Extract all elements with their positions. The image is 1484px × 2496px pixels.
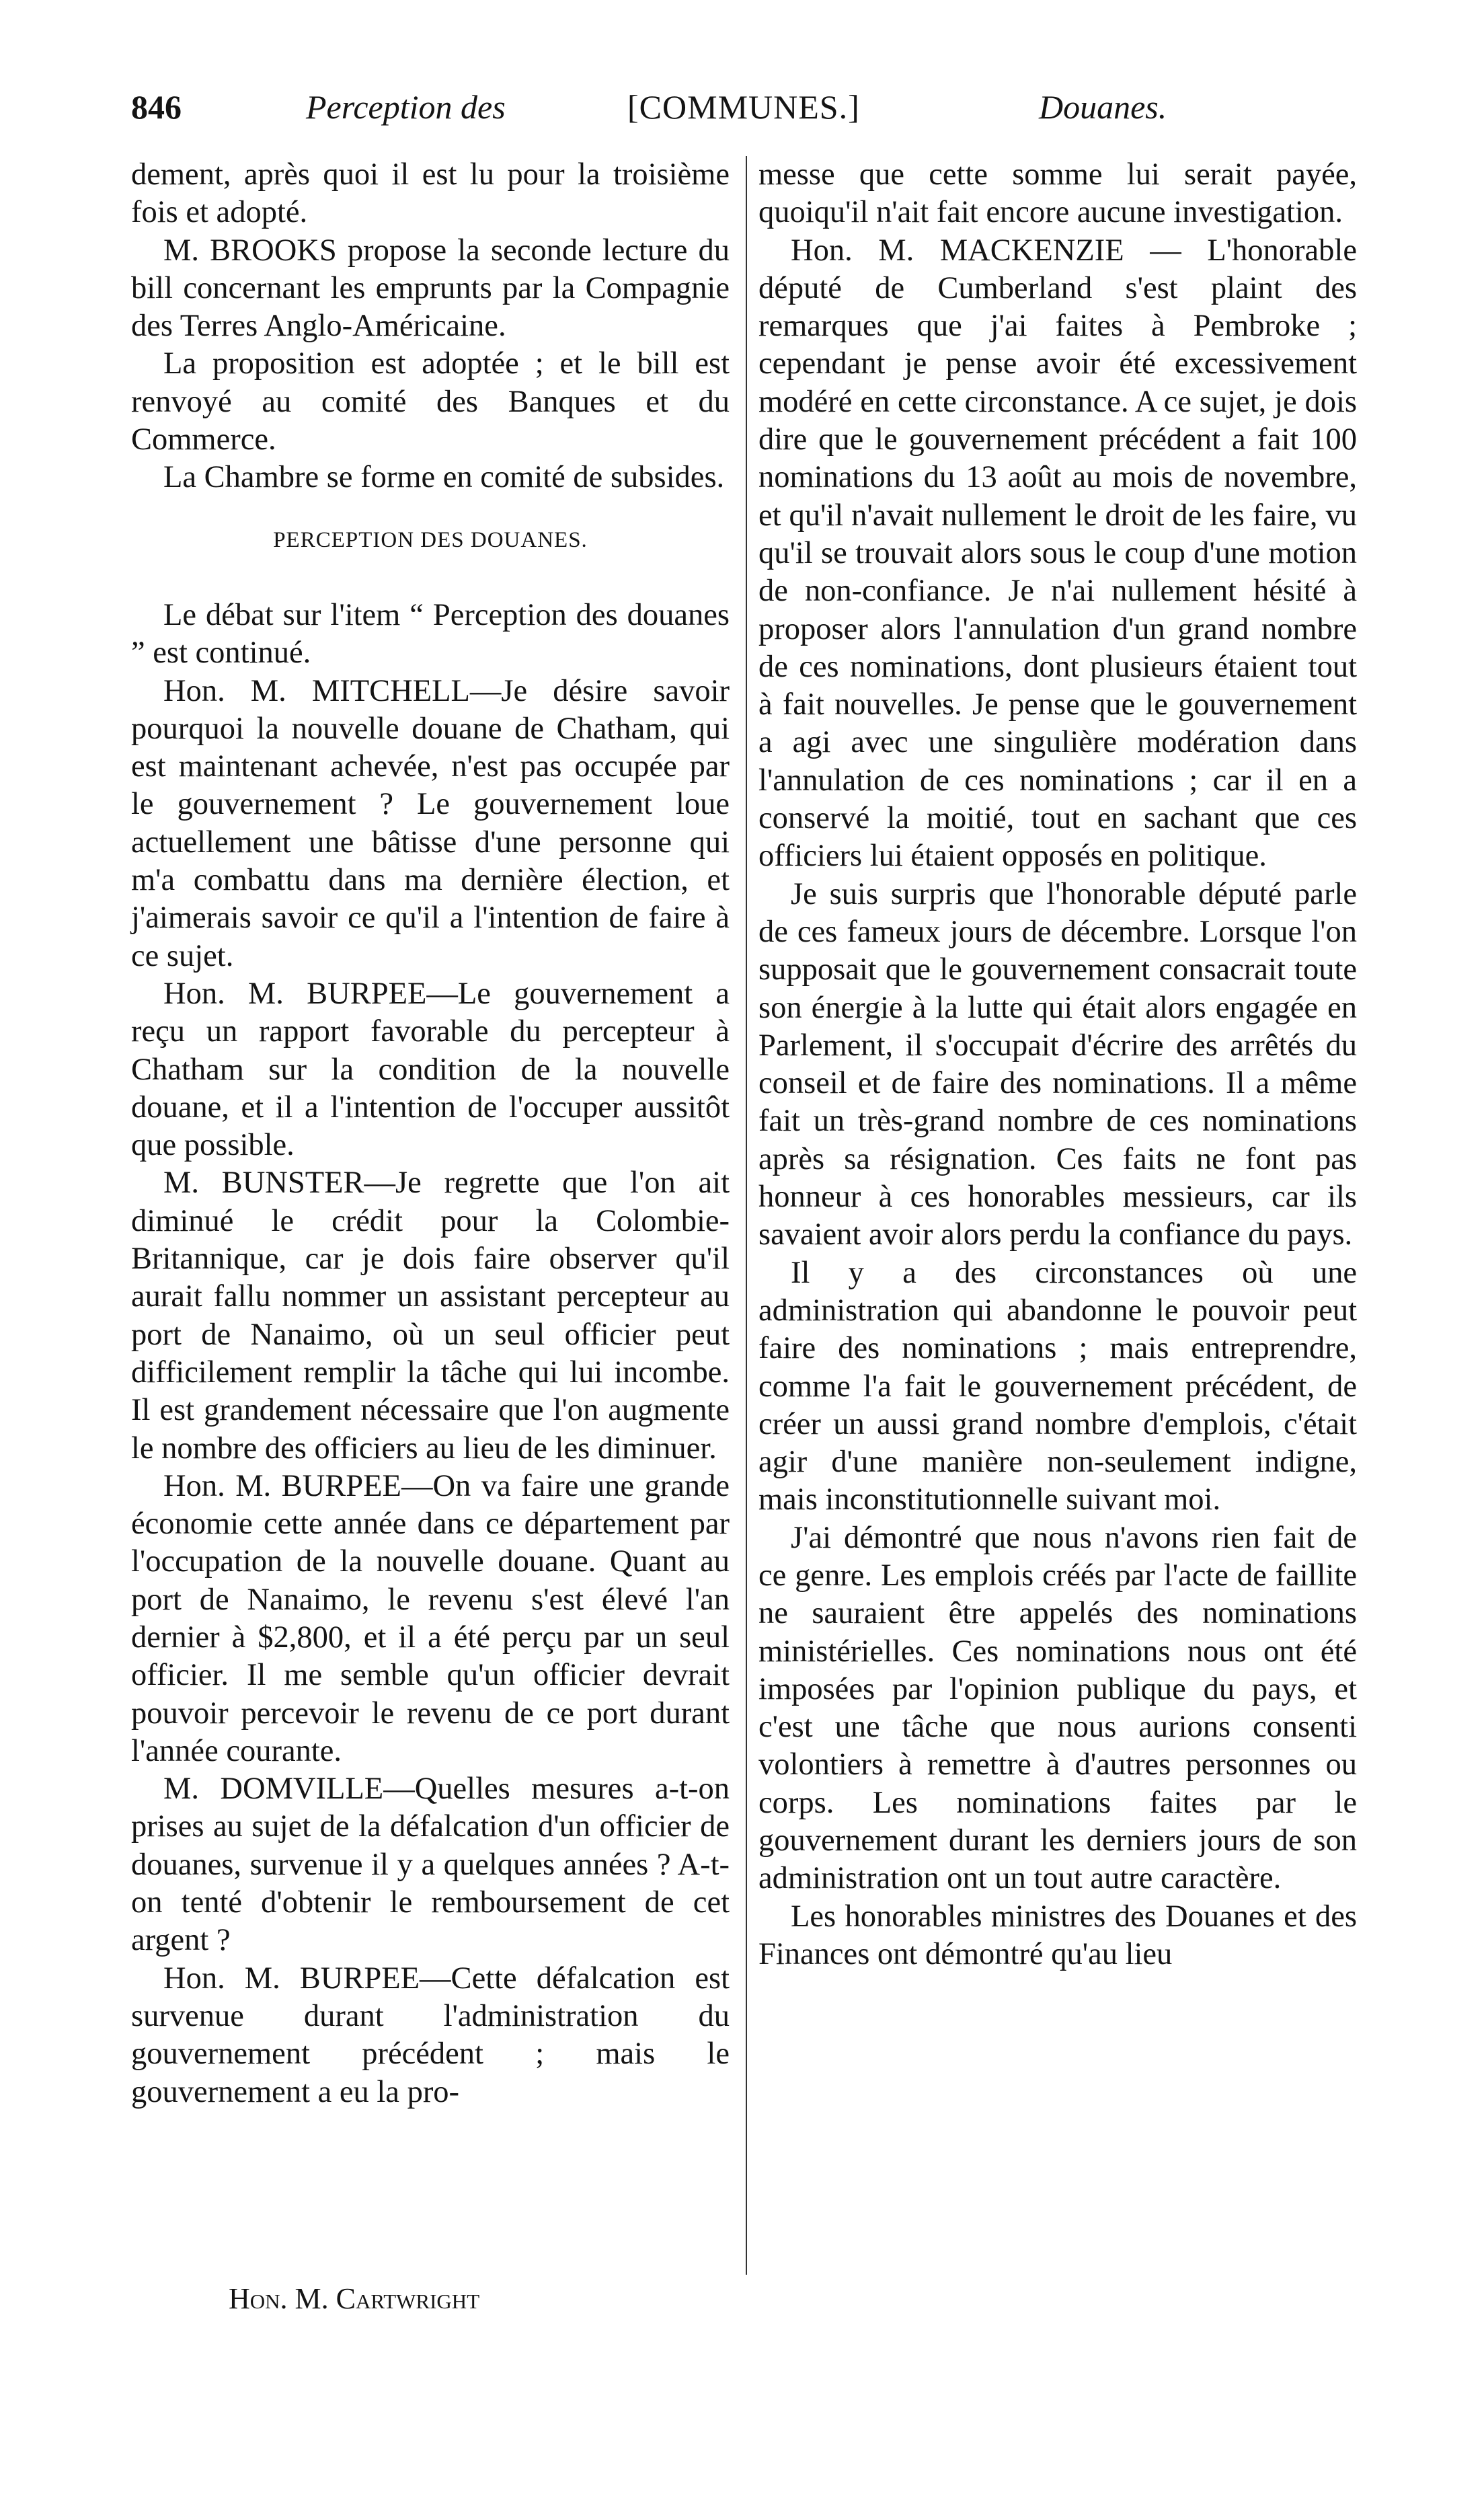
paragraph: Je suis surpris que l'honorable député parle de ces fameux jours de décembre. Lorsque l'on supposait que le gouvernement consacrait toute son énergie à la lutte qui était alors engagée en Parlement, il s'occupait d'écrire des arrêtés du conseil et de faire des nominations. Il a même fait un très-grand nombre de ces nominations après sa résignation. Ces faits ne font pas honneur à ces honorables messieurs, car ils savaient avoir alors perdu la confiance du pays. [758,876,1357,1252]
left-column [131,156,730,2111]
right-column [758,156,1357,1973]
catchword: Hon. M. Cartwright [229,2282,480,2315]
paragraph: M. DOMVILLE—Quelles mesures a-t-on prises au sujet de la défalcation d'un officier de douanes, survenue il y a quelques années ? A-t-on tenté d'obtenir le remboursement de cet argent ? [131,1772,730,1958]
paragraph: La proposition est adoptée ; et le bill est renvoyé au comité des Banques et du Commerce. [131,346,730,457]
paragraph: Hon. M. BURPEE—Le gouvernement a reçu un rapport favorable du percepteur à Chatham sur la condition de la nouvelle douane, et il a l'intention de l'occuper aussitôt que possible. [131,976,730,1163]
header-center-title: [COMMUNES.] [627,88,860,126]
paragraph: M. BROOKS propose la seconde lecture du bill concernant les emprunts par la Compagnie des Terres Anglo-Américaine. [131,233,730,344]
paragraph: J'ai démontré que nous n'avons rien fait de ce genre. Les emplois créés par l'acte de faillite ne sauraient être appelés des nominations ministérielles. Ces nominations nous ont été imposées par l'opinion publique du pays, et c'est une tâche que nous aurions consenti volontiers à remettre à d'autres personnes ou corps. Les nominations faites par le gouvernement durant les derniers jours de son administration ont un tout autre caractère. [758,1520,1357,1896]
page-header [131,87,1368,135]
paragraph: messe que cette somme lui serait payée, quoiqu'il n'ait fait encore aucune investigation. [758,157,1357,230]
section-heading: PERCEPTION DES DOUANES. [273,527,588,552]
paragraph: Il y a des circonstances où une administration qui abandonne le pouvoir peut faire des nominations ; mais entreprendre, comme l'a fait le gouvernement précédent, de créer un aussi grand nombre d'emplois, c'était agir d'une manière non-seulement indigne, mais inconstitutionnelle suivant moi. [758,1255,1357,1517]
paragraph: Hon. M. MITCHELL—Je désire savoir pourquoi la nouvelle douane de Chatham, qui est maintenant achevée, n'est pas occupée par le gouvernement ? Le gouvernement loue actuellement une bâtisse d'une personne qui m'a combattu dans ma dernière élection, et j'aimerais savoir ce qu'il a l'intention de faire à ce sujet. [131,673,730,973]
paragraph: dement, après quoi il est lu pour la troisième fois et adopté. [131,157,730,230]
column-divider [746,156,747,2275]
paragraph: Les honorables ministres des Douanes et des Finances ont démontré qu'au lieu [758,1899,1357,1971]
page-number: 846 [131,88,182,126]
header-right-title: Douanes. [1039,88,1167,126]
paragraph: La Chambre se forme en comité de subsides. [163,460,725,495]
paragraph: Le débat sur l'item “ Perception des douanes ” est continué. [131,597,730,671]
paragraph: Hon. M. BURPEE—Cette défalcation est survenue durant l'administration du gouvernement précédent ; mais le gouvernement a eu la pro- [131,1961,730,2109]
paragraph: Hon. M. MACKENZIE — L'honorable député de Cumberland s'est plaint des remarques que j'ai faites à Pembroke ; cependant je pense avoir été excessivement modéré en cette circonstance. A ce sujet, je dois dire que le gouvernement précédent a fait 100 nominations du 13 août au mois de novembre, et qu'il n'avait nullement le droit de les faire, vu qu'il se trouvait alors sous le coup d'une motion de non-confiance. Je n'ai nullement hésité à proposer alors l'annulation d'un grand nombre de ces nominations, dont plusieurs étaient tout à fait nouvelles. Je pense que le gouvernement a agi avec une singulière modération dans l'annulation de ces nominations ; car il en a conservé la moitié, tout en sachant que ces officiers lui étaient opposés en politique. [758,233,1357,874]
paragraph: M. BUNSTER—Je regrette que l'on ait diminué le crédit pour la Colombie-Britannique, car je dois faire observer qu'il aurait fallu nommer un assistant percepteur au port de Nanaimo, où un seul officier peut difficilement remplir la tâche qui lui incombe. Il est grandement nécessaire que l'on augmente le nombre des officiers au lieu de les diminuer. [131,1166,730,1466]
paragraph: Hon. M. BURPEE—On va faire une grande économie cette année dans ce département par l'occupation de la nouvelle douane. Quant au port de Nanaimo, le revenu s'est élevé l'an dernier à $2,800, et il a été perçu par un seul officier. Il me semble qu'un officier devrait pouvoir percevoir le revenu de ce port durant l'année courante. [131,1468,730,1768]
header-left-title: Perception des [306,88,506,126]
